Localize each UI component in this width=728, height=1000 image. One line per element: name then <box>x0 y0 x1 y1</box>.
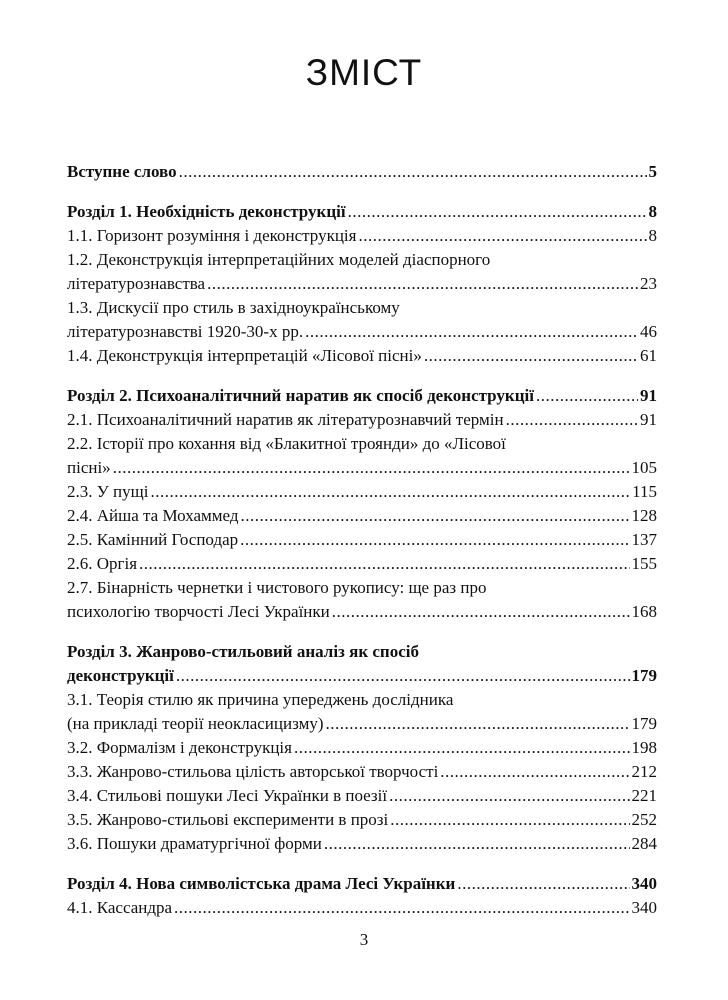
dot-leader <box>324 832 630 856</box>
toc-entry[interactable] <box>67 832 657 856</box>
toc-entry-label: деконструкції <box>67 666 174 685</box>
toc-entry[interactable] <box>67 760 657 784</box>
dot-leader <box>358 224 646 248</box>
toc-entry-label: Розділ 1. Необхідність деконструкції <box>67 202 346 221</box>
toc-section-4 <box>67 872 657 920</box>
dot-leader <box>536 384 638 408</box>
toc-entry-page: 46 <box>640 322 657 341</box>
toc-section-2 <box>67 384 657 624</box>
dot-leader <box>506 408 638 432</box>
toc-entry-page: 340 <box>631 898 657 917</box>
toc-entry-label: 2.5. Камінний Господар <box>67 530 239 549</box>
toc-entry[interactable] <box>67 272 657 296</box>
dot-leader <box>150 480 630 504</box>
toc-entry[interactable] <box>67 552 657 576</box>
section-heading[interactable] <box>67 384 657 408</box>
toc-entry-page: 61 <box>640 346 657 365</box>
dot-leader <box>332 600 630 624</box>
toc-entry-line: 1.2. Деконструкція інтерпретаційних моделей діаспорного <box>67 250 491 269</box>
toc-entry[interactable] <box>67 600 657 624</box>
toc-entry-label: 2.4. Айша та Мохаммед <box>67 506 239 525</box>
dot-leader <box>389 784 629 808</box>
toc-entry[interactable] <box>67 408 657 432</box>
toc-entry-line: 1.3. Дискусії про стиль в західноукраїнському <box>67 298 400 317</box>
toc-entry[interactable] <box>67 896 657 920</box>
toc-entry[interactable] <box>67 320 657 344</box>
dot-leader <box>348 200 647 224</box>
toc-entry-label: 4.1. Кассандра <box>67 898 173 917</box>
toc-entry-line: 3.1. Теорія стилю як причина упереджень дослідника <box>67 690 454 709</box>
toc-entry-label: 3.6. Пошуки драматургічної форми <box>67 834 322 853</box>
toc-entry-label: 3.5. Жанрово-стильові експерименти в прозі <box>67 810 389 829</box>
dot-leader <box>207 272 638 296</box>
toc-entry-page: 198 <box>631 738 657 757</box>
toc-entry-label: 2.1. Психоаналітичний наратив як літературознавчий термін <box>67 410 504 429</box>
toc-entry-page: 91 <box>640 386 657 405</box>
toc-entry-page: 91 <box>640 410 657 429</box>
toc-entry-page: 179 <box>631 666 657 685</box>
dot-leader <box>240 528 629 552</box>
dot-leader <box>176 664 630 688</box>
toc-entry-page: 23 <box>640 274 657 293</box>
dot-leader <box>139 552 629 576</box>
toc-entry-page: 137 <box>631 530 657 549</box>
section-heading-line: Розділ 3. Жанрово-стильовий аналіз як спосіб <box>67 642 419 661</box>
toc-entry-label: Розділ 4. Нова символістська драма Лесі Українки <box>67 874 456 893</box>
toc-entry[interactable] <box>67 344 657 368</box>
toc-entry-page: 284 <box>631 834 657 853</box>
dot-leader <box>174 896 629 920</box>
toc-entry[interactable] <box>67 224 657 248</box>
toc-entry-page: 340 <box>631 874 657 893</box>
toc-entry-intro[interactable] <box>67 160 657 184</box>
section-heading[interactable] <box>67 200 657 224</box>
toc-entry[interactable] <box>67 528 657 552</box>
toc-entry-label: пісні» <box>67 458 111 477</box>
toc-entry-page: 8 <box>648 226 657 245</box>
toc-section-3 <box>67 640 657 856</box>
dot-leader <box>390 808 629 832</box>
dot-leader <box>457 872 629 896</box>
dot-leader <box>440 760 629 784</box>
toc-entry-label: 3.4. Стильові пошуки Лесі Українки в поезії <box>67 786 388 805</box>
toc-entry-line: 2.7. Бінарність чернетки і чистового рукопису: ще раз про <box>67 578 487 597</box>
dot-leader <box>326 712 630 736</box>
toc-entry[interactable] <box>67 712 657 736</box>
dot-leader <box>294 736 630 760</box>
toc-section-1 <box>67 200 657 368</box>
toc-entry-page: 155 <box>631 554 657 573</box>
toc-intro <box>67 160 657 184</box>
toc-entry-page: 252 <box>631 810 657 829</box>
page-number: 3 <box>359 930 369 949</box>
toc-entry[interactable] <box>67 808 657 832</box>
toc-entry-page: 128 <box>631 506 657 525</box>
toc-entry-label: 1.4. Деконструкція інтерпретацій «Лісової пісні» <box>67 346 422 365</box>
toc-entry-label: Вступне слово <box>67 162 177 181</box>
toc-entry-label: Розділ 2. Психоаналітичний наратив як спосіб деконструкції <box>67 386 534 405</box>
toc-entry[interactable] <box>67 456 657 480</box>
toc-entry-page: 212 <box>631 762 657 781</box>
dot-leader <box>424 344 638 368</box>
toc-entry-page: 168 <box>631 602 657 621</box>
toc-entry-page: 5 <box>648 162 657 181</box>
toc-entry-page: 8 <box>648 202 657 221</box>
dot-leader <box>305 320 638 344</box>
dot-leader <box>179 160 647 184</box>
toc-entry-label: 3.3. Жанрово-стильова цілість авторської творчості <box>67 762 439 781</box>
toc-entry[interactable] <box>67 736 657 760</box>
table-of-contents <box>67 160 657 936</box>
section-heading[interactable] <box>67 872 657 896</box>
toc-entry[interactable] <box>67 504 657 528</box>
toc-entry-page: 115 <box>632 482 657 501</box>
toc-entry-label: 2.6. Оргія <box>67 554 138 573</box>
toc-entry-label: літературознавства <box>67 274 206 293</box>
toc-entry-label: (на прикладі теорії неокласицизму) <box>67 714 324 733</box>
toc-entry[interactable] <box>67 784 657 808</box>
section-heading[interactable] <box>67 664 657 688</box>
page-title: ЗМІСТ <box>305 52 423 93</box>
toc-sections <box>67 200 657 920</box>
dot-leader <box>113 456 630 480</box>
toc-entry-line: 2.2. Історії про кохання від «Блакитної троянди» до «Лісової <box>67 434 506 453</box>
toc-entry-label: 1.1. Горизонт розуміння і деконструкція <box>67 226 357 245</box>
toc-entry-page: 179 <box>631 714 657 733</box>
toc-entry-label: 2.3. У пущі <box>67 482 149 501</box>
toc-entry-page: 105 <box>631 458 657 477</box>
toc-entry-label: літературознавстві 1920-30-х рр. <box>67 322 304 341</box>
toc-entry-page: 221 <box>631 786 657 805</box>
toc-entry[interactable] <box>67 480 657 504</box>
dot-leader <box>241 504 630 528</box>
toc-entry-label: психологію творчості Лесі Українки <box>67 602 330 621</box>
toc-entry-label: 3.2. Формалізм і деконструкція <box>67 738 292 757</box>
